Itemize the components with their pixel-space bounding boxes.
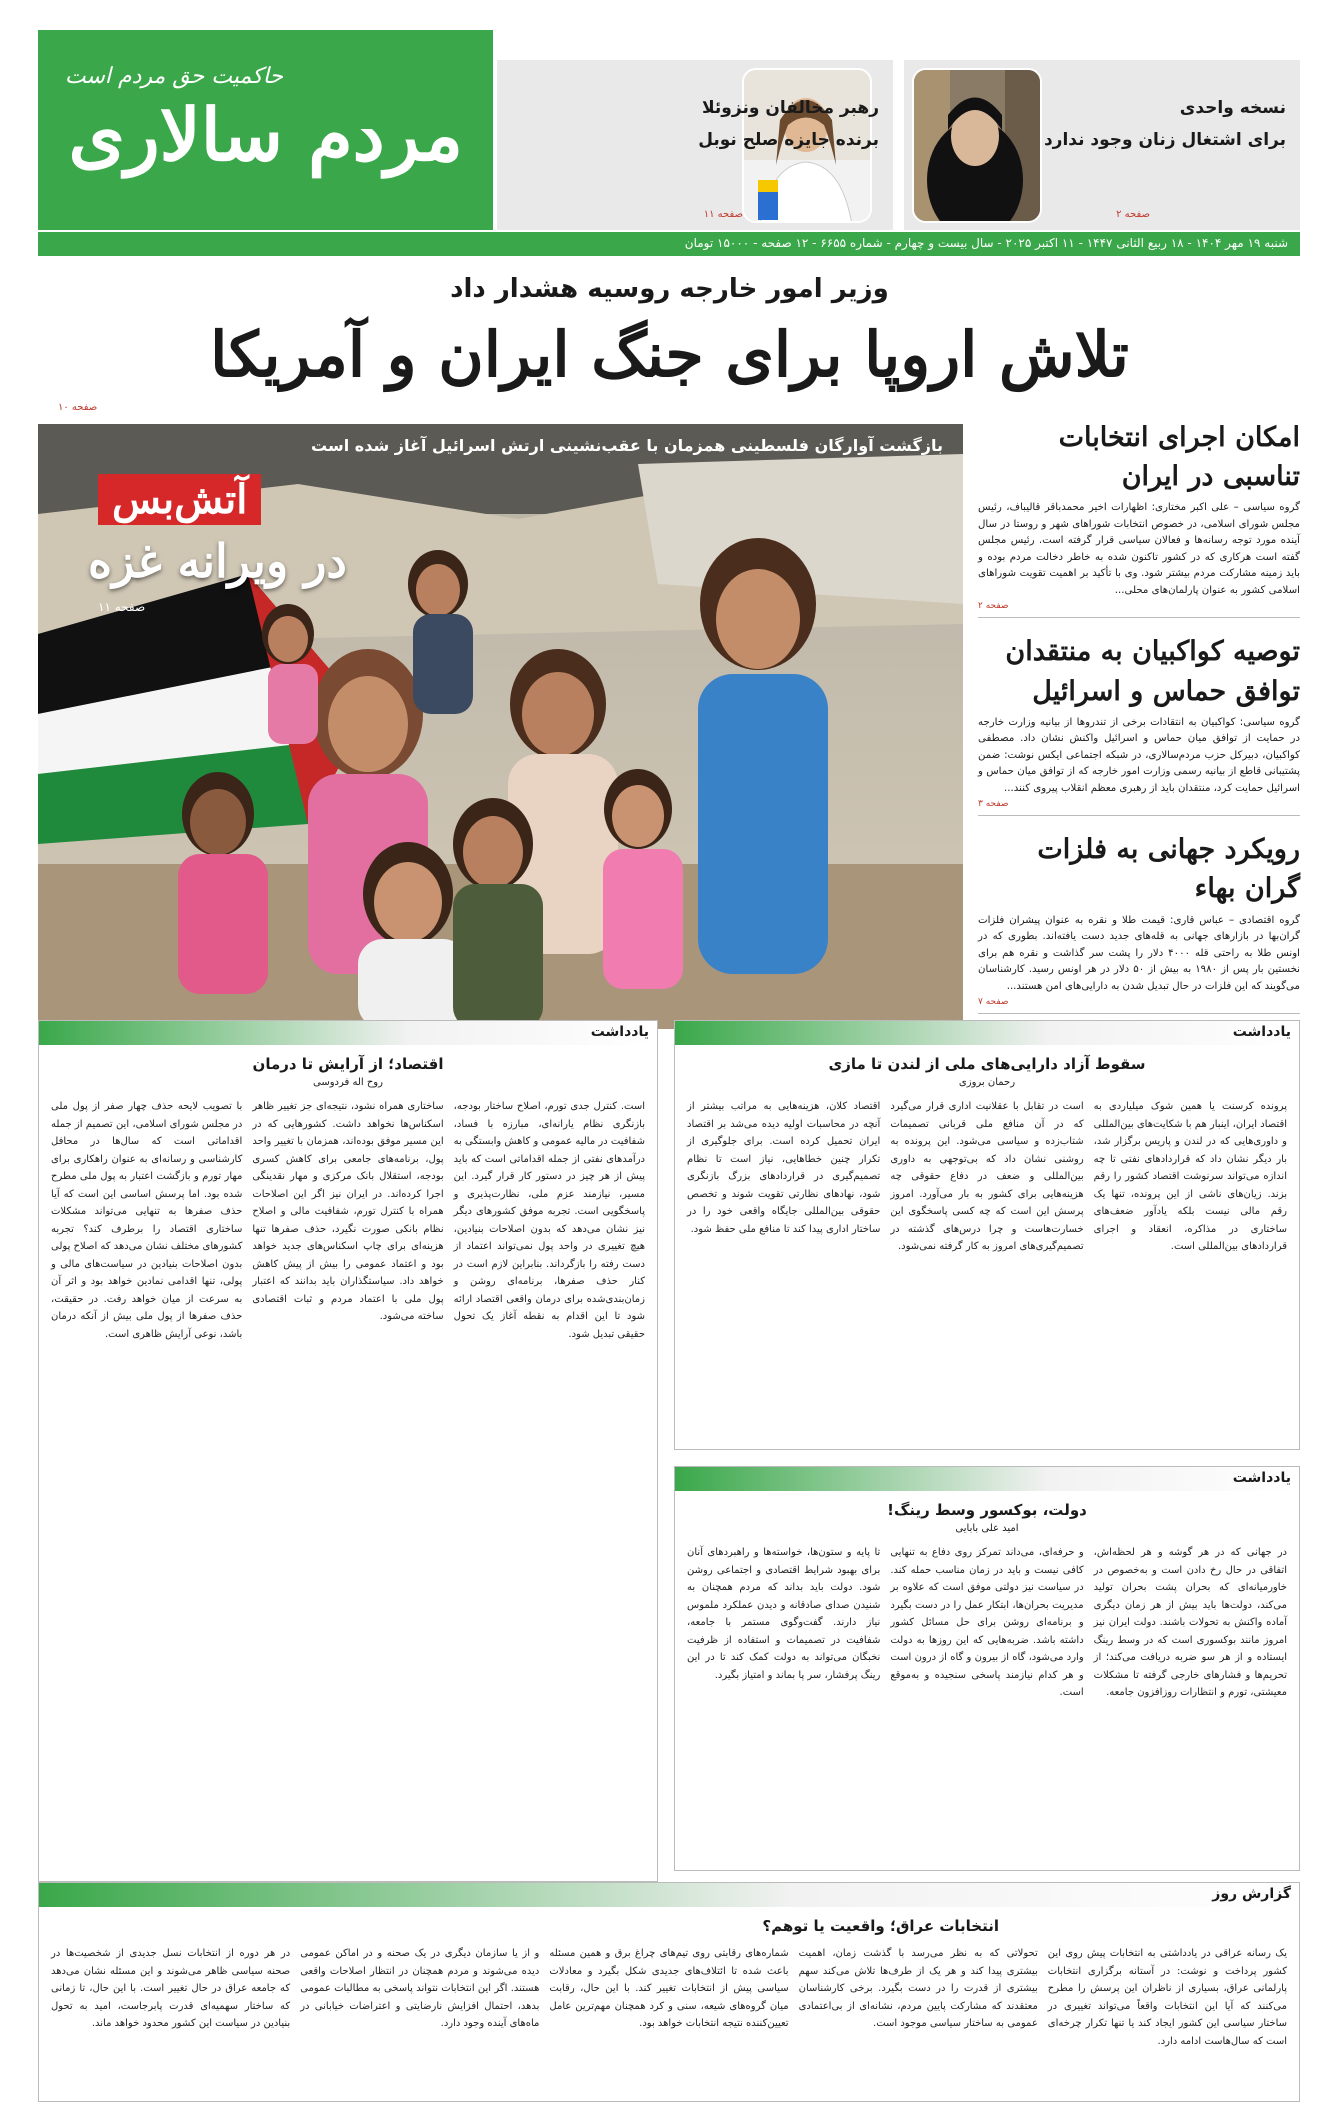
opinion-1-col: با تصویب لایحه حذف چهار صفر از پول ملی در مجلس شورای اسلامی، این تصمیم از جمله اقداماتی است که سال‌ها در محافل کارشناسی و رسانه‌ای به عنوان راهکاری برای مهار تورم و بازگشت اعتبار به پول ملی مطرح شده بود. اما پرسش اساسی این است که آیا حذف صفرها به تنهایی می‌تواند مشکلات ساختاری اقتصاد را برطرف کند؟ تجربه کشورهای مختلف نشان می‌دهد که اصلاح پولی بدون اصلاحات بنیادین در سیاست‌های مالی و پولی، تنها اقدامی نمادین خواهد بود و اثر آن به سرعت از میان خواهد رفت. در حقیقت، حذف صفرها از پول ملی بیش از آنکه درمان باشد، نوعی آرایش ظاهری است. bbox=[51, 1101, 243, 1340]
report-title[interactable]: انتخابات عراق؛ واقعیت یا توهم؟ bbox=[762, 1917, 999, 1935]
story-2-title[interactable]: توصیه کواکبیان به منتقدان توافق حماس و اسرائیل bbox=[1005, 636, 1300, 707]
opinion-2-col: پرونده کرسنت یا همین شوک میلیاردی به اقتصاد ایران، اینبار هم با شکایت‌های بین‌المللی و داوری‌هایی که در لندن و پاریس برگزار شد، بار دیگر نشان داد که قراردادهای نفتی تا چه اندازه می‌تواند سرنوشت اقتصاد کشور را رقم بزند. زیان‌های ناشی از این پرونده، تنها یک رقم مالی نیست بلکه یادآور ضعف‌های ساختاری در مذاکره، انعقاد و اجرای قراردادهای بین‌المللی است. bbox=[1093, 1101, 1287, 1252]
report-header bbox=[39, 1883, 1299, 1907]
opinion-3-col: و حرفه‌ای، می‌داند تمرکز روی دفاع به تنهایی کافی نیست و باید در زمان مناسب حمله کند. در سیاست نیز دولتی موفق است که علاوه بر مدیریت بحران‌ها، ابتکار عمل را در دست بگیرد و برنامه‌ای روشن برای حل مسائل کشور داشته باشد. ضربه‌هایی که این روزها به دولت وارد می‌شود، گاه از بیرون و گاه از درون است و هر کدام نیازمند پاسخی سنجیده و به‌موقع است. bbox=[890, 1547, 1084, 1698]
opinion-1-columns bbox=[39, 1088, 657, 1353]
teaser-1-line1: نسخه واحدی bbox=[1179, 98, 1286, 118]
masthead-logo: مردم سالاری bbox=[68, 92, 463, 177]
teaser-1-photo bbox=[912, 68, 1042, 223]
lead-headline[interactable]: تلاش اروپا برای جنگ ایران و آمریکا bbox=[210, 318, 1129, 391]
report-col: شماره‌های رقابتی روی تیم‌های چراغ برق و همین مسئله باعث شده تا ائتلاف‌های جدیدی شکل بگیرد و معادلات سیاسی پیش از انتخابات تغییر کند. با این حال، رقابت میان گروه‌های شیعه، سنی و کرد همچنان مهم‌ترین عامل تعیین‌کننده نتیجه انتخابات خواهد بود. bbox=[549, 1948, 789, 2029]
teaser-2-line2: برنده جایزه صلح نوبل bbox=[698, 130, 879, 150]
dateline: شنبه ۱۹ مهر ۱۴۰۴ - ۱۸ ربیع الثانی ۱۴۴۷ - ۱۱ اکتبر ۲۰۲۵ - سال بیست و چهارم - شماره ۶۶۵۵ - ۱۲ صفحه - ۱۵۰۰۰ تومان bbox=[38, 232, 1300, 256]
opinion-2-byline: رحمان بروزی bbox=[958, 1077, 1016, 1088]
opinion-2-col: اقتصاد کلان، هزینه‌هایی به مراتب بیشتر از آنچه در محاسبات اولیه دیده می‌شد بر اقتصاد ایران تحمیل کرده است. برای جلوگیری از تکرار چنین خطاهایی، نیاز است تا نظام تصمیم‌گیری در قراردادهای بزرگ بازنگری شود، نهادهای نظارتی تقویت شوند و تخصص حقوقی بین‌المللی جایگاه واقعی خود را در ساختار اداری پیدا کند تا منافع ملی حفظ شود. bbox=[687, 1101, 881, 1235]
teaser-2-page: صفحه ۱۱ bbox=[703, 209, 743, 220]
story-1-title[interactable]: امکان اجرای انتخابات تناسبی در ایران bbox=[1058, 422, 1300, 493]
masthead-slogan: حاکمیت حق مردم است bbox=[64, 64, 283, 89]
story-2-body: گروه سیاسی: کواکبیان به انتقادات برخی از تندروها از بیانیه وزارت خارجه در حمایت از توافق میان حماس و اسرائیل واکنش نشان داد. مصطفی کواکبیان، دبیرکل حزب مردم‌سالاری، در شبکه اجتماعی ایکس نوشت: ضمن پشتیبانی قاطع از بیانیه رسمی وزارت امور خارجه که از توافق میان حماس و اسرائیل حمایت کرد، منتقدان باید از رهبری معظم انقلاب پیروی کنند... bbox=[978, 716, 1300, 794]
opinion-2-col: است در تقابل با عقلانیت اداری قرار می‌گیرد که در آن منافع ملی قربانی تصمیمات شتاب‌زده و سیاسی می‌شود. این پرونده به روشنی نشان داد که بی‌توجهی به داوری بین‌المللی و ضعف در دفاع حقوقی چه هزینه‌هایی برای کشور به بار می‌آورد. امروز پرسش این است که چه کسی پاسخگوی این خسارت‌هاست و چرا درس‌های گذشته در تصمیم‌گیری‌های امروز به کار گرفته نمی‌شود. bbox=[890, 1101, 1084, 1252]
report-label: گزارش روز bbox=[1212, 1886, 1291, 1902]
opinion-2-header bbox=[675, 1021, 1299, 1045]
story-2-page: صفحه ۳ bbox=[978, 799, 1300, 816]
masthead bbox=[38, 30, 493, 230]
report-col: در هر دوره از انتخابات نسل جدیدی از شخصیت‌ها در صحنه سیاسی ظاهر می‌شوند و این مسئله نشان می‌دهد که جامعه عراق در حال تغییر است. با این حال، تا زمانی که ساختار سهمیه‌ای قدرت پابرجاست، امید به تحول بنیادین در سیاست این کشور محدود خواهد ماند. bbox=[50, 1948, 291, 2029]
teaser-1-line2: برای اشتغال زنان وجود ندارد bbox=[1043, 130, 1286, 150]
opinion-3-label: یادداشت bbox=[1232, 1470, 1291, 1486]
story-1-page: صفحه ۲ bbox=[978, 601, 1300, 618]
opinion-3-columns bbox=[675, 1534, 1299, 1712]
opinion-3-byline: امید علی بابایی bbox=[955, 1523, 1019, 1534]
opinion-1-header bbox=[39, 1021, 657, 1045]
main-photo[interactable] bbox=[38, 424, 963, 1029]
opinion-section-1 bbox=[38, 1020, 658, 1882]
opinion-3-col: در جهانی که در هر گوشه و هر لحظه‌اش، اتفاقی در حال رخ دادن است و به‌خصوص در خاورمیانه‌ای که بحران پشت بحران تولید می‌کند، دولت‌ها باید بیش از هر زمان دیگری آماده واکنش به تحولات باشند. دولت ایران نیز امروز مانند بوکسوری است که در وسط رینگ ایستاده و از هر سو ضربه دریافت می‌کند؛ از تحریم‌ها و فشارهای خارجی گرفته تا مشکلات معیشتی، تورم و انتظارات روزافزون جامعه. bbox=[1093, 1547, 1287, 1698]
opinion-2-title[interactable]: سقوط آزاد دارایی‌های ملی از لندن تا مازی bbox=[828, 1055, 1146, 1073]
opinion-3-title[interactable]: دولت، بوکسور وسط رینگ! bbox=[887, 1501, 1087, 1519]
report-columns bbox=[39, 1935, 1299, 2060]
story-3-title[interactable]: رویکرد جهانی به فلزات گران بهاء bbox=[1037, 834, 1300, 905]
teaser-1[interactable] bbox=[904, 60, 1300, 230]
opinion-section-2 bbox=[674, 1020, 1300, 1450]
report-section bbox=[38, 1882, 1300, 2102]
report-col: تحولاتی که به نظر می‌رسد با گذشت زمان، اهمیت بیشتری پیدا کند و هر یک از طرف‌ها تلاش می‌کند سهم بیشتری از قدرت را در دست بگیرد. برخی کارشناسان معتقدند که مشارکت پایین مردم، نشانه‌ای از بی‌اعتمادی عمومی به ساختار سیاسی موجود است. bbox=[798, 1948, 1038, 2029]
story-3-body: گروه اقتصادی – عباس قاری: قیمت طلا و نقره به عنوان پیشران فلزات گران‌بها در بازارهای جهانی به قله‌های جدید دست یافته‌اند. بطوری که در اونس طلا به راحتی قله ۴۰۰۰ دلار را پشت سر گذاشت و نقره هم برای نخستین بار پس از ۱۹۸۰ به بیش از ۵۰ دلار در هر اونس رسید. کارشناسان می‌گویند که این فلزات در حال تبدیل شدن به دارایی‌های امن هستند... bbox=[978, 914, 1300, 992]
opinion-1-label: یادداشت bbox=[590, 1024, 649, 1040]
story-3-page: صفحه ۷ bbox=[978, 997, 1300, 1014]
story-2[interactable] bbox=[978, 632, 1300, 816]
report-col: و از یا سازمان دیگری در یک صحنه و در اماکن عمومی دیده می‌شوند و مردم همچنان در انتظار اصلاحات واقعی هستند. اگر این انتخابات نتواند پاسخی به مطالبات عمومی بدهد، احتمال افزایش نارضایتی و اعتراضات خیابانی در ماه‌های آینده وجود دارد. bbox=[300, 1948, 540, 2029]
story-3[interactable] bbox=[978, 830, 1300, 1014]
report-col: یک رسانه عراقی در یادداشتی به انتخابات پیش روی این کشور پرداخت و نوشت: در آستانه برگزاری انتخابات پارلمانی عراق، بسیاری از ناظران این پرسش را مطرح می‌کنند که آیا این انتخابات واقعاً می‌تواند تغییری در ساختار سیاسی این کشور ایجاد کند یا تنها تکرار چرخه‌ای است که سال‌هاست ادامه دارد. bbox=[1047, 1948, 1287, 2047]
opinion-1-byline: روح اله فردوسی bbox=[313, 1077, 383, 1088]
opinion-2-label: یادداشت bbox=[1232, 1024, 1291, 1040]
opinion-1-col: است. کنترل جدی تورم، اصلاح ساختار بودجه، بازنگری نظام یارانه‌ای، مبارزه با فساد، شفافیت در مالیه عمومی و کاهش وابستگی به درآمدهای نفتی از جمله اقداماتی است که باید پیش از هر چیز در دستور کار قرار گیرد. این مسیر، نیازمند عزم ملی، نظارت‌پذیری و پاسخگویی است. تجربه موفق کشورهای دیگر نیز نشان می‌دهد که بدون اصلاحات بنیادین، هیچ تغییری در واحد پول نمی‌تواند اعتماد از دست رفته را بازگرداند. بنابراین لازم است در کنار حذف صفرها، برنامه‌ای روشن و زمان‌بندی‌شده برای درمان واقعی اقتصاد ارائه شود تا این اقدام به نقطه آغاز یک تحول حقیقی تبدیل شود. bbox=[453, 1101, 645, 1340]
photo-caption: بازگشت آوارگان فلسطینی همزمان با عقب‌نشینی ارتش اسرائیل آغاز شده است bbox=[311, 436, 943, 455]
lead-page: صفحه ۱۰ bbox=[58, 402, 98, 413]
opinion-2-columns bbox=[675, 1088, 1299, 1266]
story-1-body: گروه سیاسی – علی اکبر مختاری: اظهارات اخیر محمدباقر قالیباف، رئیس مجلس شورای اسلامی، در خصوص انتخابات شوراهای شهر و روستا در سال آینده مورد توجه رسانه‌ها و فعالان سیاسی قرار گرفته است. رئیس مجلس گفته است هرکاری که در کشور تاکنون شده به خاطر دخالت مردم بوده و باید زمینه مشارکت مردم بیشتر شود. وی با تأکید بر اهمیت تقویت شوراهای اسلامی کشور به عنوان پارلمان‌های محلی... bbox=[978, 502, 1300, 596]
teaser-2[interactable] bbox=[497, 60, 893, 230]
lead-kicker: وزیر امور خارجه روسیه هشدار داد bbox=[450, 274, 889, 304]
opinion-1-col: ساختاری همراه نشود، نتیجه‌ای جز تغییر ظاهر اسکناس‌ها نخواهد داشت. کشورهایی که در این مسیر موفق بوده‌اند، همزمان با تغییر واحد پول، برنامه‌های جامعی برای کاهش کسری بودجه، استقلال بانک مرکزی و مهار نقدینگی اجرا کرده‌اند. در ایران نیز اگر این اصلاحات همراه با کنترل تورم، شفافیت مالی و اصلاح نظام بانکی صورت نگیرد، حذف صفرها تنها هزینه‌ای برای چاپ اسکناس‌های جدید خواهد بود و اعتماد عمومی را بیش از پیش کاهش خواهد داد. سیاستگذاران باید بدانند که اعتبار پول ملی با اعتماد مردم و ثبات اقتصادی ساخته می‌شود. bbox=[252, 1101, 444, 1322]
photo-page: صفحه ۱۱ bbox=[98, 600, 146, 614]
opinion-1-title[interactable]: اقتصاد؛ از آرایش تا درمان bbox=[252, 1055, 444, 1073]
opinion-section-3 bbox=[674, 1466, 1300, 1871]
opinion-3-col: تا پایه و ستون‌ها، خواسته‌ها و راهبردهای آنان برای بهبود شرایط اقتصادی و اجتماعی روشن شود. دولت باید بداند که مردم همچنان به شنیدن صدای صادقانه و دیدن عملکرد ملموس نیاز دارند. گفت‌وگوی مستمر با جامعه، شفافیت در تصمیمات و استفاده از ظرفیت نخبگان می‌تواند به دولت کمک کند تا در این رینگ پرفشار، سر پا بماند و امتیاز بگیرد. bbox=[687, 1547, 881, 1681]
opinion-3-header bbox=[675, 1467, 1299, 1491]
photo-title-1: آتش‌بس bbox=[98, 474, 261, 525]
teaser-2-line1: رهبر مخالفان ونزوئلا bbox=[702, 98, 879, 118]
right-column bbox=[978, 418, 1300, 1028]
story-1[interactable] bbox=[978, 418, 1300, 618]
photo-title-2: در ویرانه غزه bbox=[88, 534, 347, 588]
teaser-1-page: صفحه ۲ bbox=[1116, 209, 1150, 220]
